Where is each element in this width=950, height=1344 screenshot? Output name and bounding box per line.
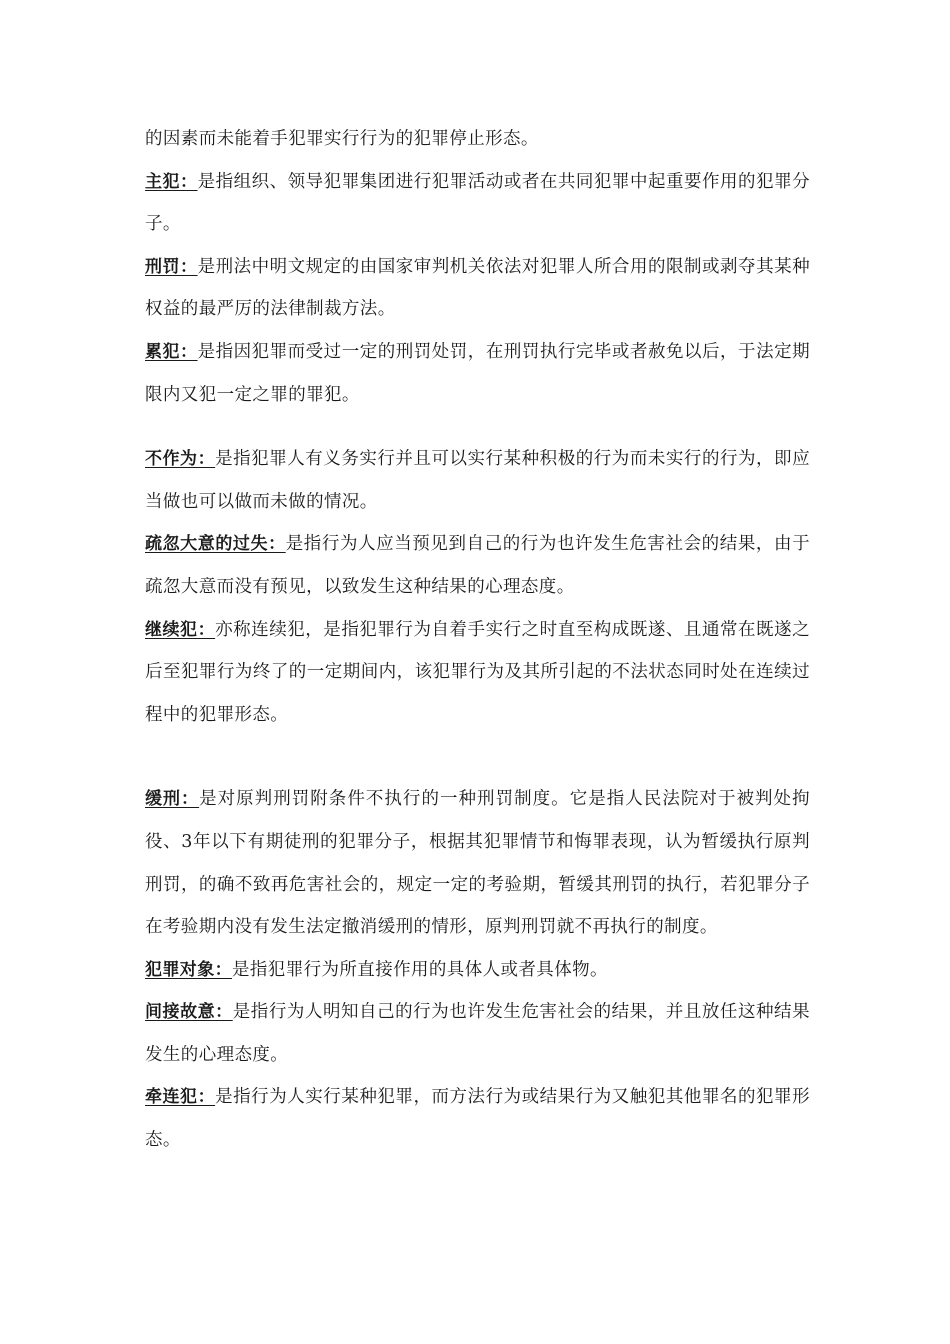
paragraph-gap [145, 736, 810, 778]
definition-text: 是指行为人实行某种犯罪，而方法行为或结果行为又触犯其他罪名的犯罪形态。 [145, 1087, 810, 1151]
term-label: 不作为： [145, 449, 216, 470]
definition-omission [145, 438, 810, 523]
definition-text: 是指行为人应当预见到自己的行为也许发生危害社会的结果，由于疏忽大意而没有预见，以致发生这种结果的心理态度。 [145, 534, 810, 597]
term-label: 刑罚： [145, 256, 198, 277]
term-label: 间接故意： [145, 1002, 233, 1023]
definition-probation [145, 778, 810, 948]
definition-text: 是对原判刑罚附条件不执行的一种刑罚制度。它是指人民法院对于被判处拘役、3年以下有期徒刑的犯罪分子，根据其犯罪情节和悔罪表现，认为暂缓执行原判刑罚，的确不致再危害社会的，规定一定的考验期，暂缓其刑罚的执行，若犯罪分子在考验期内没有发生法定撤消缓刑的情形，原判刑罚就不再执行的制度。 [145, 789, 810, 938]
definition-recidivist [145, 331, 810, 416]
definition-principal-offender [145, 161, 810, 246]
definition-text: 是指因犯罪而受过一定的刑罚处罚，在刑罚执行完毕或者赦免以后，于法定期限内又犯一定之罪的罪犯。 [145, 341, 810, 405]
definition-implicated-offense [145, 1076, 810, 1161]
document-body [145, 118, 810, 1162]
term-label: 疏忽大意的过失： [145, 534, 286, 555]
definition-text: 亦称连续犯，是指犯罪行为自着手实行之时直至构成既遂、且通常在既遂之后至犯罪行为终了的一定期间内，该犯罪行为及其所引起的不法状态同时处在连续过程中的犯罪形态。 [145, 619, 810, 725]
paragraph-continuation [145, 118, 810, 161]
term-label: 主犯： [145, 171, 198, 192]
definition-continuing-offense [145, 609, 810, 737]
term-label: 继续犯： [145, 619, 216, 640]
term-label: 牵连犯： [145, 1087, 216, 1108]
term-label: 缓刑： [145, 789, 200, 810]
definition-text: 是指组织、领导犯罪集团进行犯罪活动或者在共同犯罪中起重要作用的犯罪分子。 [145, 171, 810, 235]
definition-indirect-intent [145, 991, 810, 1076]
paragraph-text: 的因素而未能着手犯罪实行行为的犯罪停止形态。 [145, 129, 539, 149]
term-label: 犯罪对象： [145, 959, 232, 980]
definition-negligence [145, 523, 810, 608]
definition-text: 是刑法中明文规定的由国家审判机关依法对犯罪人所合用的限制或剥夺其某种权益的最严厉的法律制裁方法。 [145, 256, 810, 320]
term-label: 累犯： [145, 341, 198, 362]
definition-punishment [145, 246, 810, 331]
definition-text: 是指犯罪人有义务实行并且可以实行某种积极的行为而未实行的行为，即应当做也可以做而未做的情况。 [145, 449, 810, 512]
paragraph-gap [145, 416, 810, 438]
definition-text: 是指犯罪行为所直接作用的具体人或者具体物。 [232, 959, 608, 980]
definition-crime-object [145, 949, 810, 992]
definition-text: 是指行为人明知自己的行为也许发生危害社会的结果，并且放任这种结果发生的心理态度。 [145, 1002, 810, 1065]
